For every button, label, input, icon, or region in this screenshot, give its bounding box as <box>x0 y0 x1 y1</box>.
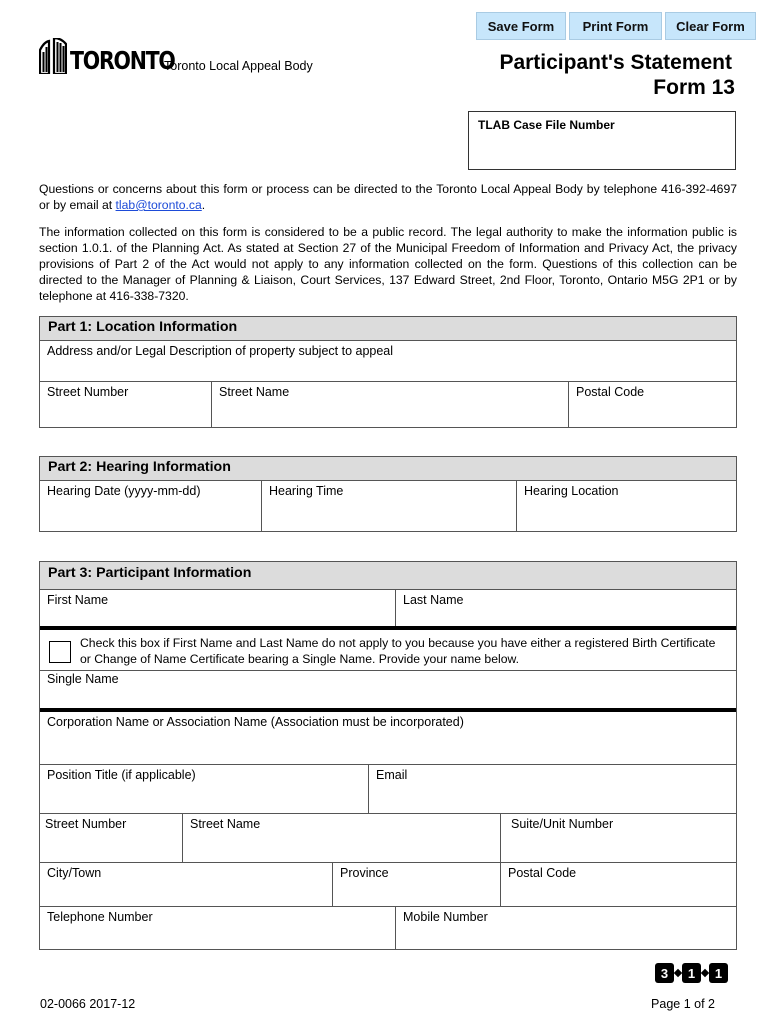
part1-location-section <box>39 316 737 428</box>
part3-street-row <box>40 813 736 862</box>
311-digit-3: 1 <box>709 963 728 983</box>
mobile-label: Mobile Number <box>403 910 488 924</box>
email-link[interactable]: tlab@toronto.ca <box>115 198 202 212</box>
single-name-field[interactable] <box>40 671 736 708</box>
hearing-row <box>40 481 736 531</box>
single-name-check-text: Check this box if First Name and Last Name do not apply to you because you have either a registered Birth Certificate or Change of Name Certificate bearing a Single Name. Provide your name below. <box>80 636 716 666</box>
single-name-check-container <box>40 630 736 670</box>
province-field[interactable] <box>332 863 500 906</box>
city-field[interactable] <box>40 863 332 906</box>
part1-street-name-field[interactable] <box>211 382 568 427</box>
hearing-location-label: Hearing Location <box>524 484 619 498</box>
address-label: Address and/or Legal Description of property subject to appeal <box>47 344 394 358</box>
city-hall-icon <box>39 38 67 74</box>
position-email-row <box>40 764 736 813</box>
part3-street-name-label: Street Name <box>190 817 261 831</box>
corporation-name-field[interactable] <box>40 712 736 764</box>
single-name-row <box>40 670 736 708</box>
311-digit-2: 1 <box>682 963 701 983</box>
suite-unit-field[interactable] <box>500 814 736 862</box>
city-row <box>40 862 736 906</box>
311-separator <box>674 969 682 977</box>
telephone-label: Telephone Number <box>47 910 153 924</box>
logo-wordmark: TORONTO <box>70 46 175 75</box>
part3-heading: Part 3: Participant Information <box>40 562 736 590</box>
part3-street-name-field[interactable] <box>182 814 500 862</box>
first-name-label: First Name <box>47 593 109 607</box>
contact-text: Questions or concerns about this form or process can be directed to the Toronto Local Appeal Body by telephone 416-392-4697 or by email at <box>39 182 737 212</box>
province-label: Province <box>340 866 389 880</box>
part2-hearing-section <box>39 456 737 532</box>
clear-form-button[interactable]: Clear Form <box>665 12 756 40</box>
part1-postal-code-field[interactable] <box>568 382 736 427</box>
form-toolbar <box>476 12 756 40</box>
part1-postal-code-label: Postal Code <box>576 385 645 399</box>
single-name-label: Single Name <box>47 672 119 686</box>
corporation-row <box>40 708 736 764</box>
form-title-line-2: Form 13 <box>653 76 735 99</box>
position-title-label: Position Title (if applicable) <box>47 768 196 782</box>
hearing-location-field[interactable] <box>516 481 736 531</box>
hearing-date-field[interactable] <box>40 481 261 531</box>
corporation-name-label: Corporation Name or Association Name (Association must be incorporated) <box>47 715 464 729</box>
mobile-field[interactable] <box>395 907 736 949</box>
single-name-check-row <box>40 626 736 670</box>
name-row <box>40 590 736 626</box>
part2-heading: Part 2: Hearing Information <box>40 457 736 481</box>
single-name-checkbox[interactable] <box>49 641 71 663</box>
part3-street-number-label: Street Number <box>45 817 127 831</box>
suite-unit-label: Suite/Unit Number <box>511 817 614 831</box>
first-name-field[interactable] <box>40 590 395 626</box>
part1-street-number-field[interactable] <box>40 382 211 427</box>
part3-participant-section <box>39 561 737 950</box>
last-name-field[interactable] <box>395 590 736 626</box>
hearing-date-label: Hearing Date (yyyy-mm-dd) <box>47 484 201 498</box>
telephone-field[interactable] <box>40 907 395 949</box>
hearing-time-field[interactable] <box>261 481 516 531</box>
contact-text-end: . <box>201 198 206 212</box>
address-field[interactable] <box>40 341 736 381</box>
form-code: 02-0066 2017-12 <box>40 997 136 1011</box>
part3-postal-code-label: Postal Code <box>508 866 577 880</box>
privacy-paragraph: The information collected on this form is considered to be a public record. The legal authority to make the information public is section 1.0.1. of the Planning Act. As stated at Section 27 of the Municipal Freedom of Information and Privacy Act, the privacy provisions of Part 2 of the Act would not apply to any information collected on the form. Questions of this collection can be directed to the Manager of Planning & Liaison, Court Services, 137 Edward Street, 2nd Floor, Toronto, Ontario M5G 2P1 or by telephone at 416-338-7320. <box>39 225 737 303</box>
page-number: Page 1 of 2 <box>651 997 715 1011</box>
hearing-time-label: Hearing Time <box>269 484 344 498</box>
311-digit-1: 3 <box>655 963 674 983</box>
part1-heading: Part 1: Location Information <box>40 317 736 341</box>
city-label: City/Town <box>47 866 102 880</box>
address-row <box>40 341 736 381</box>
part1-street-row <box>40 381 736 427</box>
form-title <box>499 50 735 100</box>
form-title-line-1: Participant's Statement <box>499 51 732 74</box>
case-file-number-field[interactable] <box>468 111 736 170</box>
contact-paragraph <box>39 181 737 213</box>
organization-name: Toronto Local Appeal Body <box>164 59 313 73</box>
email-field[interactable] <box>368 765 736 813</box>
part1-street-name-label: Street Name <box>219 385 290 399</box>
email-label: Email <box>376 768 408 782</box>
311-separator <box>701 969 709 977</box>
part1-street-number-label: Street Number <box>47 385 129 399</box>
part3-postal-code-field[interactable] <box>500 863 736 906</box>
save-form-button[interactable]: Save Form <box>476 12 566 40</box>
position-title-field[interactable] <box>40 765 368 813</box>
phone-row <box>40 906 736 949</box>
last-name-label: Last Name <box>403 593 464 607</box>
part3-street-number-field[interactable] <box>40 814 182 862</box>
311-logo <box>655 963 728 983</box>
case-file-number-label: TLAB Case File Number <box>478 118 615 132</box>
print-form-button[interactable]: Print Form <box>569 12 662 40</box>
